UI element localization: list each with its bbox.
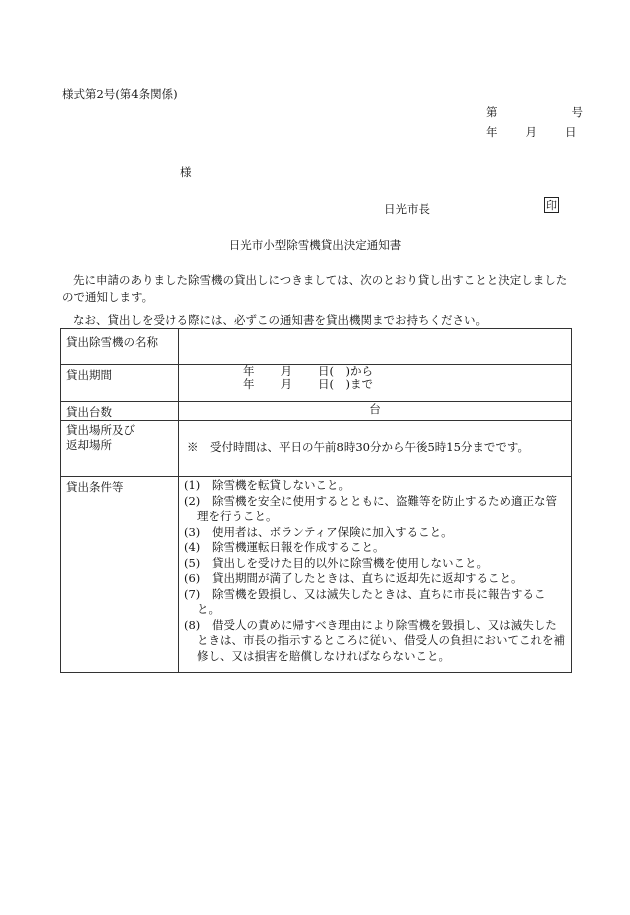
date-month: 月 <box>525 125 537 139</box>
condition-text: 使用者は、ボランティア保険に加入すること。 <box>212 524 453 539</box>
period-to-line <box>179 378 571 391</box>
period-from-line <box>179 365 571 378</box>
condition-text: 除雪機を安全に使用するとともに、盗難等を防止するため適正な管理を行うこと。 <box>197 493 557 523</box>
body-note-text: なお、貸出しを受ける際には、必ずこの通知書を貸出機関までお持ちください。 <box>73 313 487 327</box>
list-item <box>184 494 567 525</box>
conditions-label: 貸出条件等 <box>61 477 179 673</box>
date-year: 年 <box>486 125 498 139</box>
period-to-day: 日( )まで <box>318 377 373 391</box>
number-prefix: 第 <box>486 105 498 119</box>
issue-date-line <box>486 124 577 140</box>
table-row <box>61 421 572 477</box>
document-title: 日光市小型除雪機貸出決定通知書 <box>228 238 402 252</box>
machine-name-value <box>179 329 572 365</box>
period-from-day: 日( )から <box>318 364 373 378</box>
issuer-name: 日光市長 <box>384 202 430 216</box>
condition-number: (2) <box>184 493 201 508</box>
period-to-year: 年 <box>243 377 255 391</box>
list-item <box>184 478 567 494</box>
condition-number: (8) <box>184 617 201 632</box>
loan-details-table <box>60 328 572 673</box>
list-item <box>184 540 567 556</box>
count-unit: 台 <box>179 402 572 421</box>
body-note <box>62 312 487 328</box>
period-to-month: 月 <box>280 377 292 391</box>
number-suffix: 号 <box>571 105 583 119</box>
conditions-list <box>179 477 571 672</box>
condition-number: (1) <box>184 478 201 492</box>
seal-mark: 印 <box>546 199 557 212</box>
place-label-line-2: 返却場所 <box>66 438 112 452</box>
conditions-cell <box>179 477 572 673</box>
list-item <box>184 587 567 618</box>
list-item <box>184 525 567 541</box>
body-paragraph-text: 先に申請のありました除雪機の貸出しにつきましては、次のとおり貸し出すことと決定しましたので通知します。 <box>62 273 568 304</box>
condition-text: 除雪機を毀損し、又は滅失したときは、直ちに市長に報告すること。 <box>197 586 546 616</box>
table-row <box>61 402 572 421</box>
place-note: ※ 受付時間は、平日の午前8時30分から午後5時15分までです。 <box>179 421 572 477</box>
document-number-line <box>486 104 583 120</box>
condition-number: (6) <box>184 571 201 585</box>
form-number-label: 様式第2号(第4条関係) <box>62 87 178 101</box>
period-from-month: 月 <box>280 364 292 378</box>
condition-text: 除雪機運転日報を作成すること。 <box>212 540 385 554</box>
body-paragraph <box>62 272 572 306</box>
condition-number: (4) <box>184 540 201 554</box>
recipient-honorific: 様 <box>180 165 192 179</box>
date-day: 日 <box>565 125 577 139</box>
place-label <box>61 421 179 477</box>
machine-name-label: 貸出除雪機の名称 <box>61 329 179 365</box>
period-value <box>179 365 572 402</box>
condition-text: 除雪機を転貸しないこと。 <box>212 478 350 492</box>
table-row <box>61 329 572 365</box>
list-item <box>184 571 567 587</box>
condition-number: (3) <box>184 524 201 539</box>
list-item <box>184 618 567 665</box>
condition-number: (5) <box>184 555 201 570</box>
period-label: 貸出期間 <box>61 365 179 402</box>
count-label: 貸出台数 <box>61 402 179 421</box>
table-row <box>61 365 572 402</box>
place-label-line-1: 貸出場所及び <box>66 423 135 437</box>
condition-text: 貸出期間が満了したときは、直ちに返却先に返却すること。 <box>212 571 523 585</box>
condition-text: 貸出しを受けた目的以外に除雪機を使用しないこと。 <box>212 555 488 570</box>
condition-text: 借受人の責めに帰すべき理由により除雪機を毀損し、又は滅失したときは、市長の指示するところに従い、借受人の負担においてこれを補修し、又は損害を賠償しなければならないこと。 <box>197 617 565 663</box>
list-item <box>184 556 567 572</box>
period-from-year: 年 <box>243 364 255 378</box>
condition-number: (7) <box>184 586 201 601</box>
table-row <box>61 477 572 673</box>
